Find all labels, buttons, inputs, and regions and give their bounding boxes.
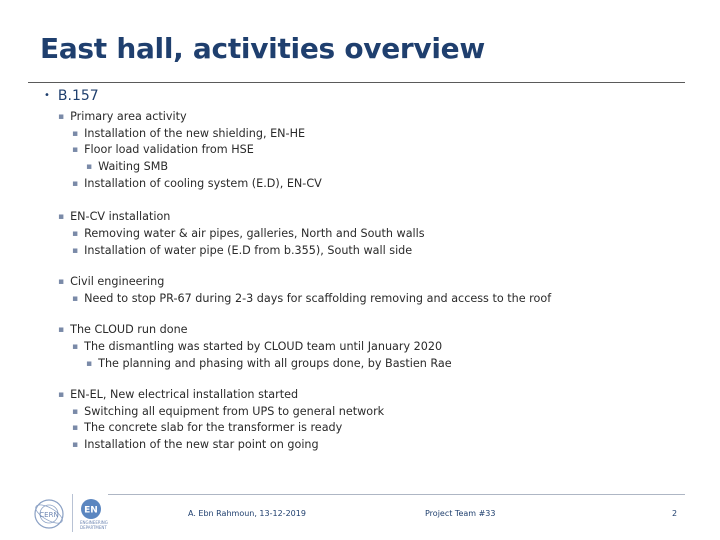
bullet-text: Primary area activity — [70, 110, 187, 123]
cern-logo-text: CERN — [39, 511, 59, 519]
bullet-text: Installation of the new star point on going — [84, 438, 319, 451]
bullet-level-4 — [86, 160, 168, 175]
bullet-level-3 — [72, 405, 384, 420]
bullet-icon: ▪ — [86, 162, 93, 172]
section-label: B.157 — [57, 88, 99, 104]
bullet-text: The concrete slab for the transformer is ready — [84, 421, 343, 434]
bullet-text: Civil engineering — [70, 275, 165, 288]
bullet-icon: ▪ — [72, 294, 79, 304]
bullet-text: Waiting SMB — [98, 160, 169, 173]
bullet-level-3 — [72, 340, 442, 355]
bullet-level-3 — [72, 227, 425, 242]
bullet-text: Need to stop PR-67 during 2-3 days for scaffolding removing and access to the roof — [84, 292, 552, 305]
bullet-icon: ▪ — [58, 390, 65, 400]
bullet-icon: ▪ — [72, 407, 79, 417]
bullet-level-3 — [72, 127, 305, 142]
slide-title: East hall, activities overview — [40, 32, 485, 65]
cern-logo-icon — [32, 497, 66, 531]
bullet-level-3 — [72, 244, 412, 259]
en-logo-caption — [80, 520, 108, 530]
bullet-icon: ▪ — [58, 112, 65, 122]
bullet-text: EN-CV installation — [70, 210, 171, 223]
bullet-level-3 — [72, 177, 322, 192]
bullet-text: Floor load validation from HSE — [84, 143, 254, 156]
en-logo-text: EN — [84, 505, 98, 516]
bullet-text: EN-EL, New electrical installation started — [70, 388, 299, 401]
bullet-level-2 — [58, 110, 187, 125]
bullet-text: Installation of the new shielding, EN-HE — [84, 127, 306, 140]
en-logo-icon — [80, 498, 102, 520]
bullet-text: The planning and phasing with all groups done, by Bastien Rae — [98, 357, 452, 370]
bullet-text: Installation of cooling system (E.D), EN-CV — [84, 177, 322, 190]
footer-divider — [108, 494, 685, 495]
bullet-icon: ▪ — [72, 145, 79, 155]
bullet-icon: ▪ — [72, 229, 79, 239]
bullet-icon: ▪ — [58, 325, 65, 335]
bullet-icon: ▪ — [86, 359, 93, 369]
bullet-icon: ▪ — [72, 179, 79, 189]
bullet-text: Installation of water pipe (E.D from b.355), South wall side — [84, 244, 413, 257]
bullet-text: Switching all equipment from UPS to general network — [84, 405, 385, 418]
bullet-icon: ▪ — [72, 423, 79, 433]
footer-author-date: A. Ebn Rahmoun, 13-12-2019 — [188, 509, 306, 518]
bullet-level-3 — [72, 292, 551, 307]
bullet-level-2 — [58, 275, 164, 290]
en-logo-caption-line: ENGINEERING — [80, 520, 108, 525]
en-logo-caption-line: DEPARTMENT — [80, 525, 107, 530]
page-number: 2 — [672, 509, 678, 518]
bullet-level-2 — [58, 210, 170, 225]
section-heading — [44, 88, 99, 104]
bullet-text: Removing water & air pipes, galleries, North and South walls — [84, 227, 425, 240]
bullet-icon: ▪ — [72, 129, 79, 139]
bullet-level-3 — [72, 438, 319, 453]
bullet-icon: ▪ — [58, 212, 65, 222]
bullet-level-2 — [58, 388, 298, 403]
bullet-level-2 — [58, 323, 188, 338]
title-divider — [28, 82, 685, 83]
bullet-icon: ▪ — [72, 342, 79, 352]
bullet-icon: ▪ — [72, 440, 79, 450]
logo-separator — [72, 494, 73, 532]
bullet-text: The dismantling was started by CLOUD team until January 2020 — [84, 340, 443, 353]
footer-team: Project Team #33 — [425, 509, 496, 518]
bullet-icon: ▪ — [72, 246, 79, 256]
bullet-icon: • — [44, 90, 50, 101]
bullet-level-3 — [72, 421, 342, 436]
bullet-level-4 — [86, 357, 452, 372]
bullet-text: The CLOUD run done — [70, 323, 188, 336]
bullet-level-3 — [72, 143, 254, 158]
bullet-icon: ▪ — [58, 277, 65, 287]
